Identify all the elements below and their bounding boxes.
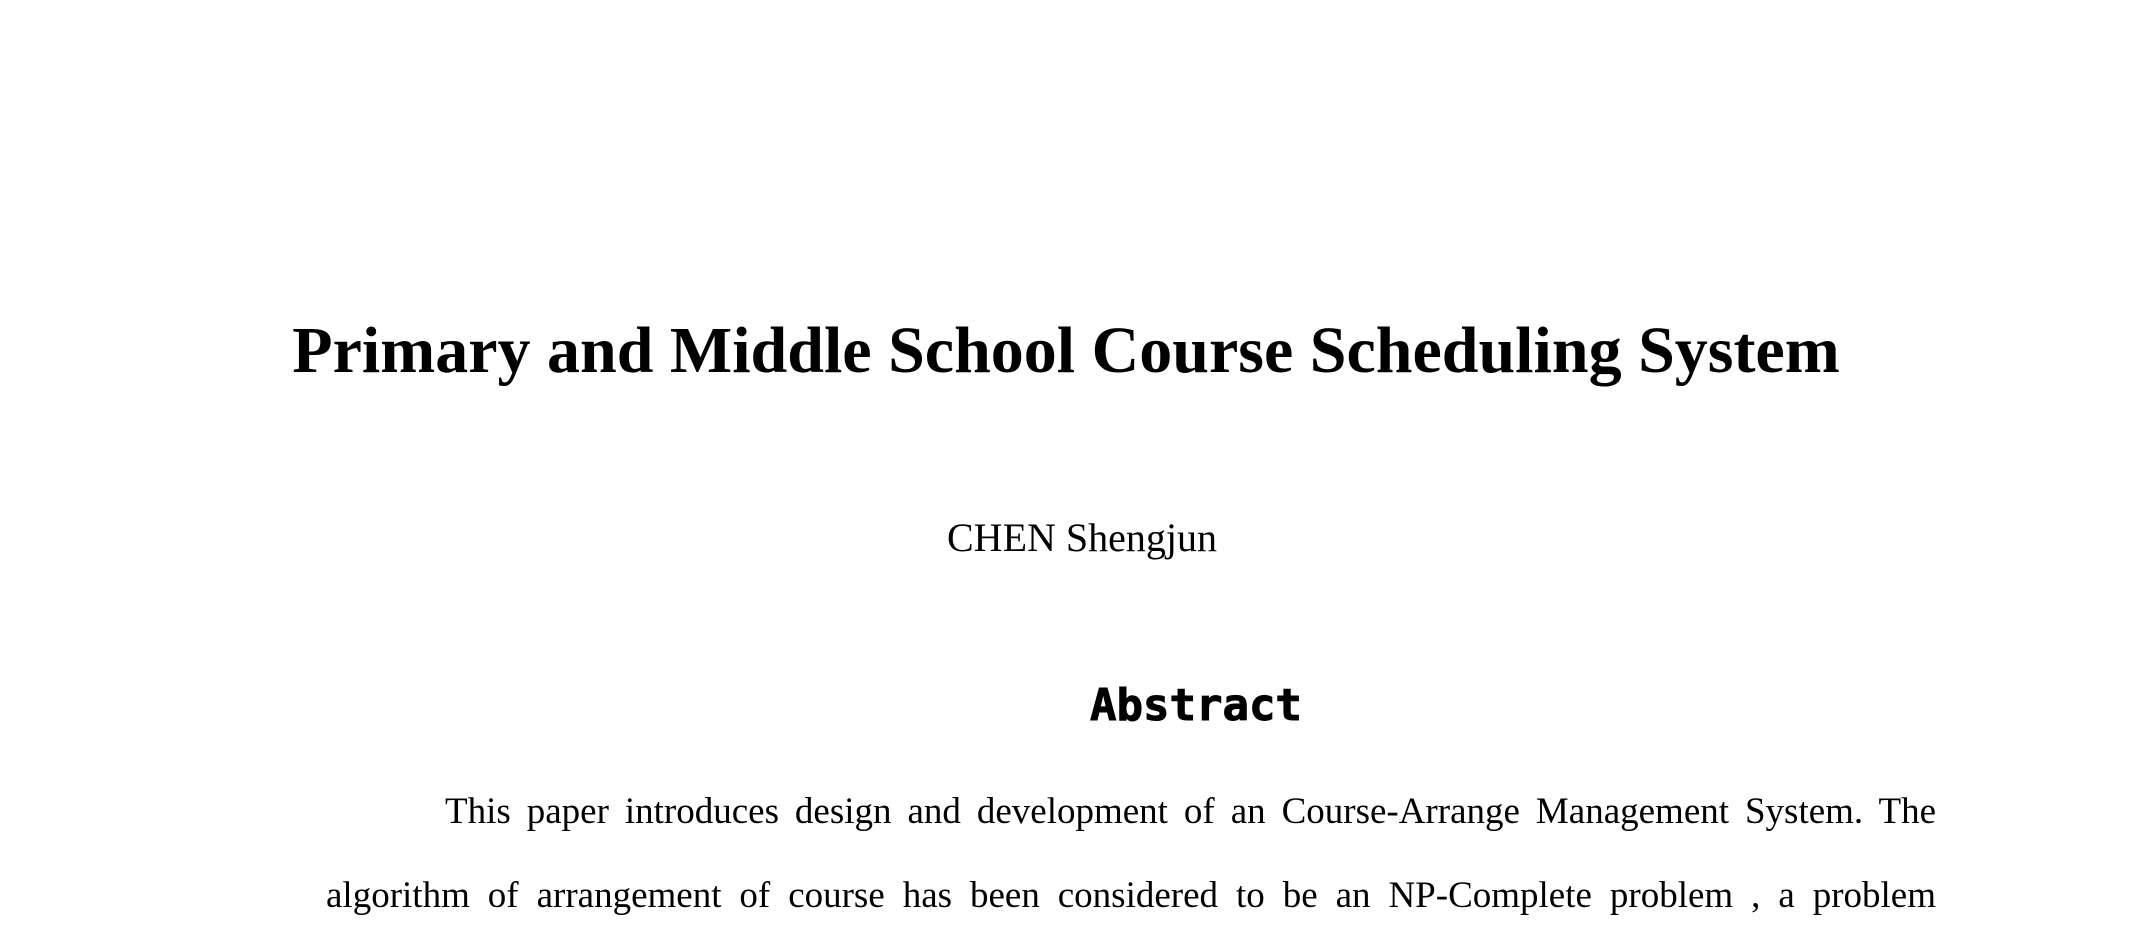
- paper-title: Primary and Middle School Course Scheduling System: [292, 314, 1840, 387]
- author-name: CHEN Shengjun: [947, 515, 1217, 560]
- abstract-body: This paper introduces design and development of an Course-Arrange Management System. The algorithm of arrangement of course has been considered to be an NP-Complete problem , a problem: [326, 791, 1936, 916]
- abstract-heading: Abstract: [1090, 680, 1302, 731]
